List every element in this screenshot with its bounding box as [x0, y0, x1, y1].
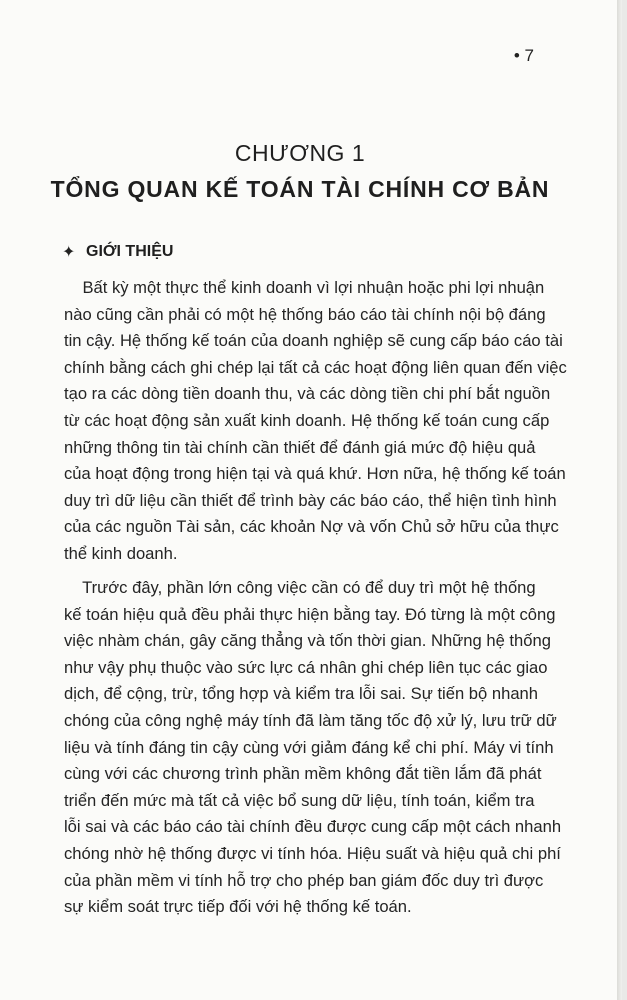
- text-line: lỗi sai và các báo cáo tài chính đều được cung cấp một cách nhanh: [64, 817, 562, 837]
- text-line: nào cũng cần phải có một hệ thống báo cáo tài chính nội bộ đáng: [64, 304, 546, 324]
- text-line: từ các hoạt động sản xuất kinh doanh. Hệ thống kế toán cung cấp: [64, 410, 550, 430]
- text-line: thể kinh doanh.: [64, 543, 178, 563]
- text-line: của phần mềm vi tính hỗ trợ cho phép ban giám đốc duy trì được: [64, 870, 544, 890]
- section-heading-text: GIỚI THIỆU: [86, 243, 174, 260]
- text-line: của các nguồn Tài sản, các khoản Nợ và vốn Chủ sở hữu của thực: [64, 517, 559, 537]
- page-number: • 7: [513, 46, 534, 65]
- paragraph-2: [64, 575, 564, 921]
- text-line: việc nhàm chán, gây căng thẳng và tốn thời gian. Những hệ thống: [64, 631, 551, 651]
- text-line: duy trì dữ liệu cần thiết để trình bày các báo cáo, thể hiện tình hình: [64, 490, 557, 510]
- chapter-label: CHƯƠNG 1: [234, 140, 366, 166]
- text-line: dịch, để cộng, trừ, tổng hợp và kiểm tra lỗi sai. Sự tiến bộ nhanh: [64, 684, 539, 704]
- text-line: chóng nhờ hệ thống được vi tính hóa. Hiệu suất và hiệu quả chi phí: [64, 843, 561, 863]
- paragraph-1: [64, 275, 567, 568]
- text-line: liệu và tính đáng tin cậy cùng với giảm đáng kể chi phí. Máy vi tính: [64, 737, 554, 757]
- text-line: tin cậy. Hệ thống kế toán của doanh nghiệp sẽ cung cấp báo cáo tài: [64, 331, 563, 351]
- text-line: của hoạt động trong hiện tại và quá khứ. Hơn nữa, hệ thống kế toán: [64, 464, 566, 484]
- text-line: như vậy phụ thuộc vào sức lực cá nhân ghi chép liên tục các giao: [64, 657, 548, 677]
- section-heading: [62, 242, 173, 262]
- text-line: sự kiểm soát trực tiếp đối với hệ thống kế toán.: [64, 897, 412, 917]
- text-line: những thông tin tài chính cần thiết để đánh giá mức độ hiệu quả: [64, 437, 536, 457]
- text-line: chóng của công nghệ máy tính đã làm tăng tốc độ xử lý, lưu trữ dữ: [64, 710, 557, 730]
- text-line: Bất kỳ một thực thể kinh doanh vì lợi nhuận hoặc phi lợi nhuận: [64, 278, 545, 297]
- text-line: Trước đây, phần lớn công việc cần có để duy trì một hệ thống: [64, 578, 536, 597]
- text-line: cùng với các chương trình phần mềm không đắt tiền lắm đã phát: [64, 764, 542, 784]
- text-line: triển đến mức mà tất cả việc bổ sung dữ liệu, tính toán, kiểm tra: [64, 790, 535, 810]
- chapter-title: TỔNG QUAN KẾ TOÁN TÀI CHÍNH CƠ BẢN: [50, 176, 550, 202]
- four-point-star-icon: ✦: [62, 244, 76, 261]
- text-line: kế toán hiệu quả đều phải thực hiện bằng tay. Đó từng là một công: [64, 604, 556, 624]
- text-line: tạo ra các dòng tiền doanh thu, và các dòng tiền chi phí bắt nguồn: [64, 384, 551, 404]
- text-line: chính bằng cách ghi chép lại tất cả các hoạt động liên quan đến việc: [64, 357, 567, 377]
- page-edge: [617, 0, 622, 1000]
